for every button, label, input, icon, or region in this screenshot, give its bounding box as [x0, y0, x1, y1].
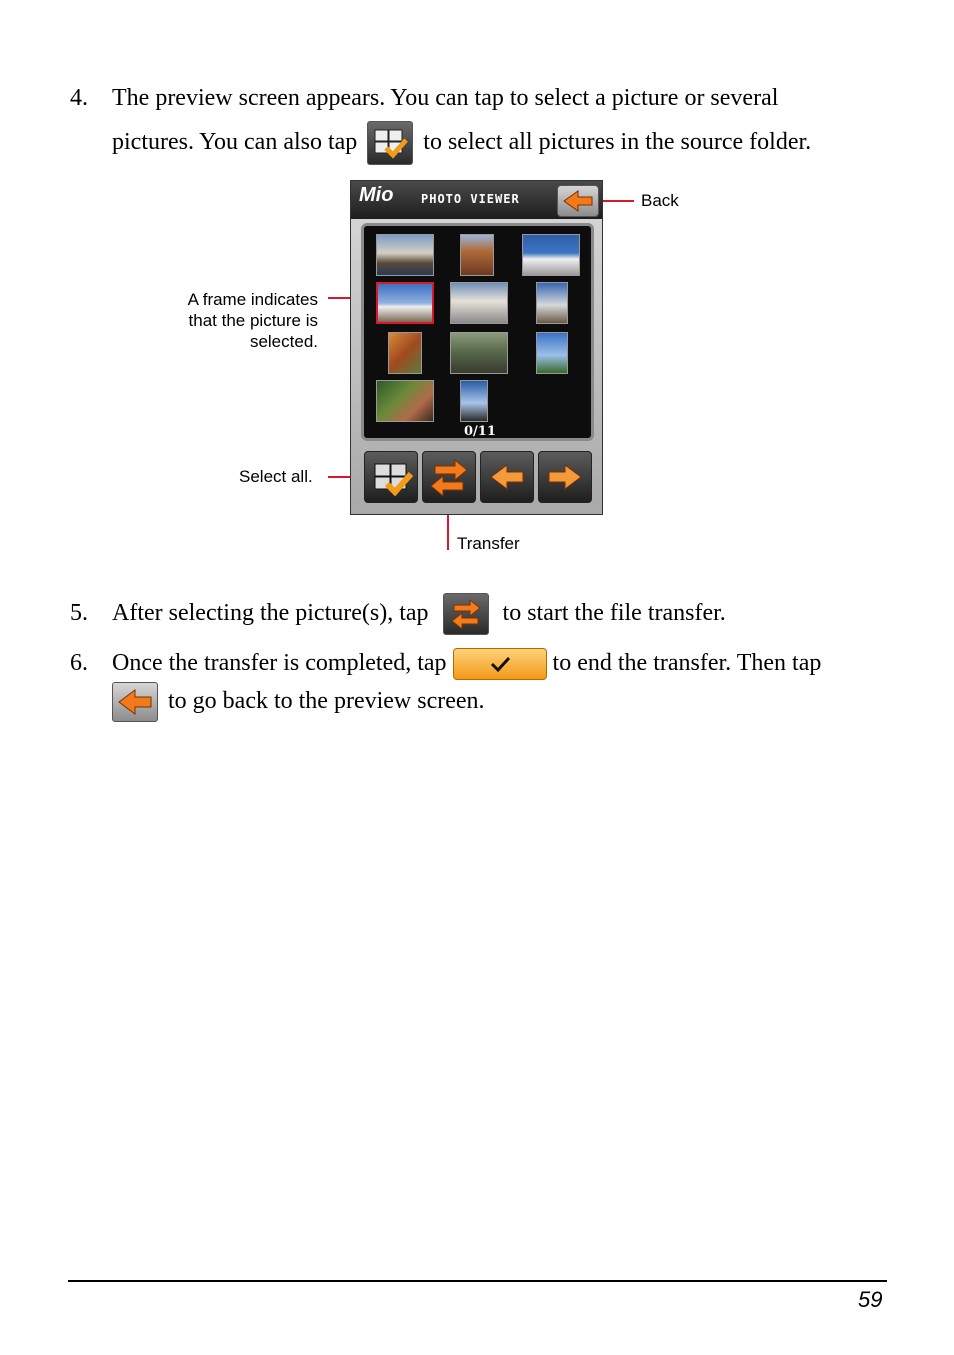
photo-viewer-title: PHOTO VIEWER [421, 192, 520, 206]
step-6-text-a: Once the transfer is completed, tap [112, 650, 447, 676]
thumbnail-grid [361, 223, 594, 441]
select-all-glyph [368, 122, 412, 164]
step-5-text-a: After selecting the picture(s), tap [112, 600, 429, 626]
callout-transfer: Transfer [457, 534, 520, 553]
photo-viewer-screen [350, 180, 603, 515]
thumbnail-1[interactable] [376, 234, 434, 276]
thumbnail-4-selected[interactable] [376, 282, 434, 324]
callout-frame-line-2: that the picture is [188, 311, 318, 330]
select-all-button[interactable] [364, 451, 418, 503]
back-arrow-icon [558, 186, 598, 216]
callout-back: Back [641, 191, 679, 210]
previous-button[interactable] [480, 451, 534, 503]
footer-rule [68, 1280, 887, 1282]
ok-button-icon [453, 648, 547, 680]
right-arrow-icon [539, 452, 591, 502]
step-6-text-b: to end the transfer. Then tap [552, 650, 822, 676]
thumbnail-9[interactable] [536, 332, 568, 374]
back-inline-icon [112, 682, 158, 722]
transfer-inline-glyph [444, 594, 488, 634]
step-5-text [112, 591, 726, 635]
transfer-button[interactable] [422, 451, 476, 503]
selection-counter: 0/11 [464, 424, 496, 439]
step-4-number: 4. [70, 85, 88, 111]
thumbnail-3[interactable] [522, 234, 580, 276]
thumbnail-7[interactable] [388, 332, 422, 374]
step-5-text-b: to start the file transfer. [502, 600, 726, 626]
photo-viewer-header [351, 181, 602, 219]
select-all-icon [367, 121, 413, 165]
back-inline-glyph [113, 683, 157, 721]
step-6-number: 6. [70, 650, 88, 676]
step-4 [0, 76, 954, 166]
thumbnail-6[interactable] [536, 282, 568, 324]
step-6 [0, 641, 954, 725]
transfer-icon [423, 452, 475, 502]
select-all-button-icon [365, 452, 417, 502]
step-6-line-2 [112, 679, 485, 723]
next-button[interactable] [538, 451, 592, 503]
transfer-inline-icon [443, 593, 489, 635]
step-4-line-2-b: to select all pictures in the source folder. [423, 129, 812, 155]
step-4-line-1: The preview screen appears. You can tap to select a picture or several [112, 85, 779, 111]
left-arrow-icon [481, 452, 533, 502]
thumbnail-2[interactable] [460, 234, 494, 276]
back-button[interactable] [557, 185, 599, 217]
thumbnail-10[interactable] [376, 380, 434, 422]
callout-select-all: Select all. [239, 467, 313, 486]
step-6-line-2-text: to go back to the preview screen. [168, 688, 485, 714]
step-4-line-2-a: pictures. You can also tap [112, 129, 358, 155]
mio-logo: Mio [359, 184, 394, 206]
thumbnail-5[interactable] [450, 282, 508, 324]
thumbnail-8[interactable] [450, 332, 508, 374]
callout-frame [160, 289, 318, 352]
step-5 [0, 591, 954, 637]
thumbnail-11[interactable] [460, 380, 488, 422]
step-5-number: 5. [70, 600, 88, 626]
page-number: 59 [858, 1287, 883, 1312]
callout-frame-line-3: selected. [249, 332, 318, 351]
step-4-line-2 [112, 120, 811, 165]
checkmark-icon [454, 649, 546, 679]
callout-frame-line-1: A frame indicates [187, 290, 318, 309]
